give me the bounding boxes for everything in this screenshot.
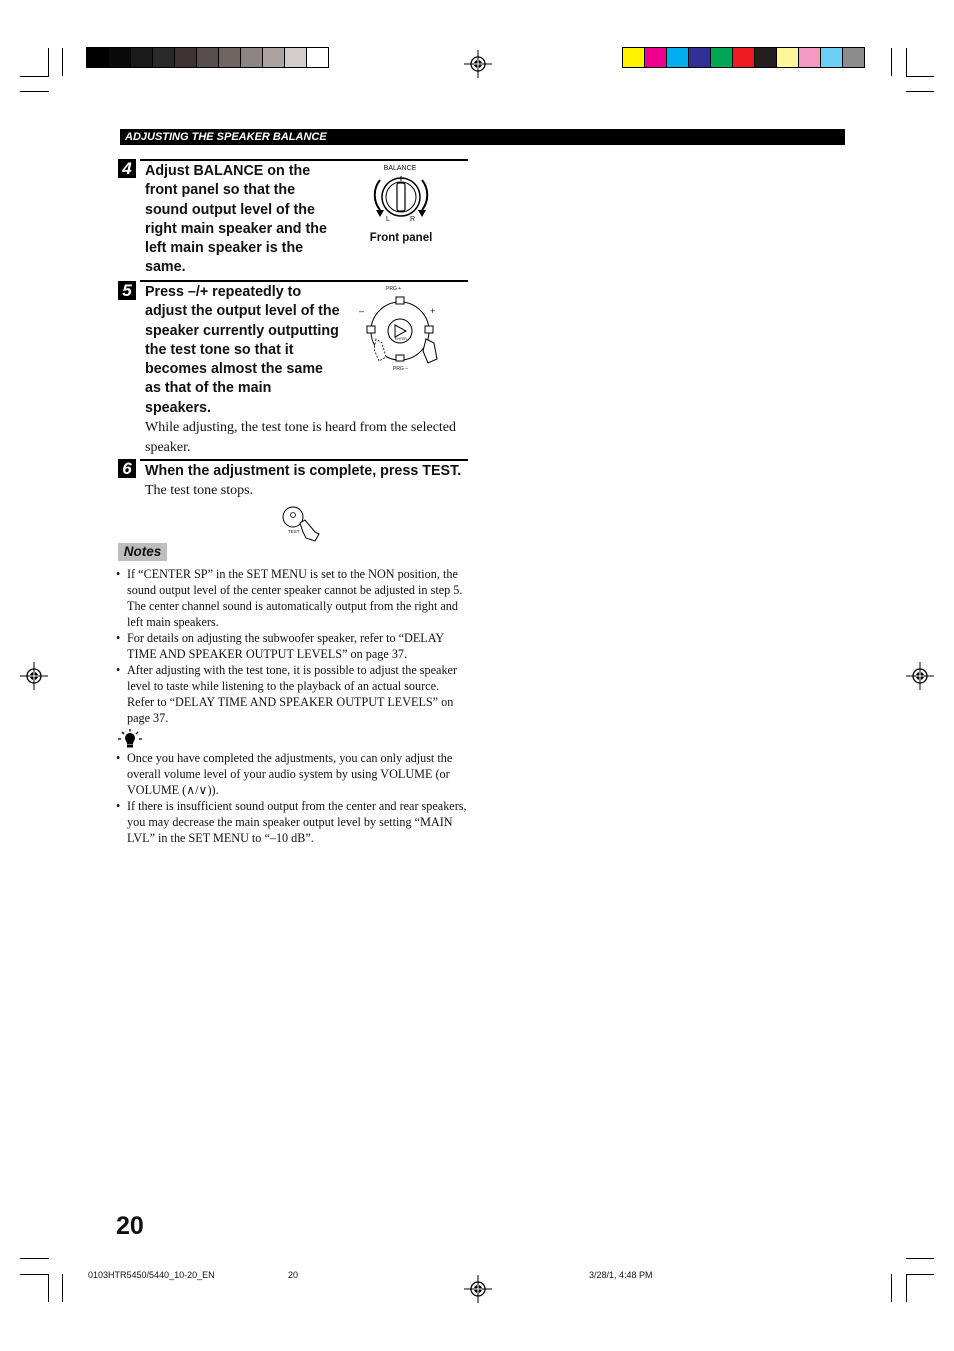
color-swatch	[842, 47, 865, 68]
prg-plus-label: PRG +	[386, 286, 402, 292]
color-swatch	[798, 47, 821, 68]
footer-timestamp: 3/28/1, 4:48 PM	[589, 1270, 653, 1280]
footer-page: 20	[288, 1270, 299, 1280]
color-swatch	[754, 47, 777, 68]
step-number: 6	[118, 459, 136, 478]
remote-keypad-icon	[362, 293, 444, 367]
step-divider	[140, 159, 468, 161]
balance-right-label: R	[410, 216, 416, 223]
color-swatch	[262, 47, 285, 68]
step-6-heading: When the adjustment is complete, press TEST.	[145, 463, 462, 479]
list-item: • After adjusting with the test tone, it is possible to adjust the speaker level to taste while listening to the playback of an actual source. Refer to “DELAY TIME AND SPEAKER OUTPUT LEVELS” on page 37.	[116, 662, 468, 726]
tips-list	[116, 750, 468, 846]
color-swatch	[622, 47, 645, 68]
color-swatch	[196, 47, 219, 68]
figure-caption: Front panel	[369, 232, 433, 244]
section-header: ADJUSTING THE SPEAKER BALANCE	[120, 129, 845, 145]
balance-left-label: L	[386, 216, 390, 223]
color-swatch	[732, 47, 755, 68]
color-swatch	[130, 47, 153, 68]
color-swatch	[688, 47, 711, 68]
balance-knob-icon	[366, 172, 436, 224]
color-swatch	[710, 47, 733, 68]
test-button-icon	[280, 505, 324, 543]
color-swatch	[218, 47, 241, 68]
step-5-heading: Press –/+ repeatedly to adjust the output level of the speaker currently outputting the test tone so that it becomes almost the same as that of the main speakers.	[145, 284, 340, 416]
color-swatch	[152, 47, 175, 68]
test-label: TEST	[288, 529, 300, 534]
registration-mark-icon	[464, 50, 492, 78]
footer-filename: 0103HTR5450/5440_10-20_EN	[88, 1270, 215, 1280]
registration-mark-icon	[906, 662, 934, 690]
color-swatch	[306, 47, 329, 68]
step-number: 5	[118, 281, 136, 300]
enter-label: ENTER	[395, 337, 407, 341]
registration-mark-icon	[20, 662, 48, 690]
color-swatch	[174, 47, 197, 68]
list-item: • If there is insufficient sound output from the center and rear speakers, you may decrease the main speaker output level by setting “MAIN LVL” in the SET MENU to “–10 dB”.	[116, 798, 468, 846]
list-item: • If “CENTER SP” in the SET MENU is set to the NON position, the sound output level of the center speaker cannot be adjusted in step 5. The center channel sound is automatically output from the right and left main speakers.	[116, 566, 468, 630]
notes-list	[116, 566, 468, 726]
step-4-heading: Adjust BALANCE on the front panel so that the sound output level of the right main speaker and the left main speaker is the same.	[145, 163, 327, 276]
step-6-body: The test tone stops.	[145, 483, 254, 498]
list-item: • Once you have completed the adjustments, you can only adjust the overall volume level of your audio system by using VOLUME (or VOLUME (∧/∨)).	[116, 750, 468, 798]
color-swatch	[284, 47, 307, 68]
color-swatch	[86, 47, 109, 68]
step-divider	[140, 459, 468, 461]
prg-minus-label: PRG –	[393, 366, 409, 372]
list-item: • For details on adjusting the subwoofer speaker, refer to “DELAY TIME AND SPEAKER OUTPUT LEVELS” on page 37.	[116, 630, 468, 662]
notes-label: Notes	[118, 543, 167, 561]
color-swatch	[820, 47, 843, 68]
color-swatch	[240, 47, 263, 68]
plus-label: +	[430, 306, 436, 316]
page-number: 20	[116, 1212, 144, 1240]
lightbulb-icon	[117, 729, 143, 749]
balance-knob-figure	[360, 163, 444, 229]
step-5-body: While adjusting, the test tone is heard from the selected speaker.	[145, 420, 457, 455]
test-button-figure	[280, 505, 324, 543]
step-number: 4	[118, 159, 136, 178]
step-divider	[140, 280, 468, 282]
color-swatch	[644, 47, 667, 68]
minus-label: –	[359, 306, 365, 316]
color-swatch	[666, 47, 689, 68]
color-swatch	[776, 47, 799, 68]
balance-label: BALANCE	[383, 165, 417, 172]
registration-mark-icon	[464, 1275, 492, 1303]
remote-keypad-figure	[359, 286, 444, 374]
color-swatch	[108, 47, 131, 68]
